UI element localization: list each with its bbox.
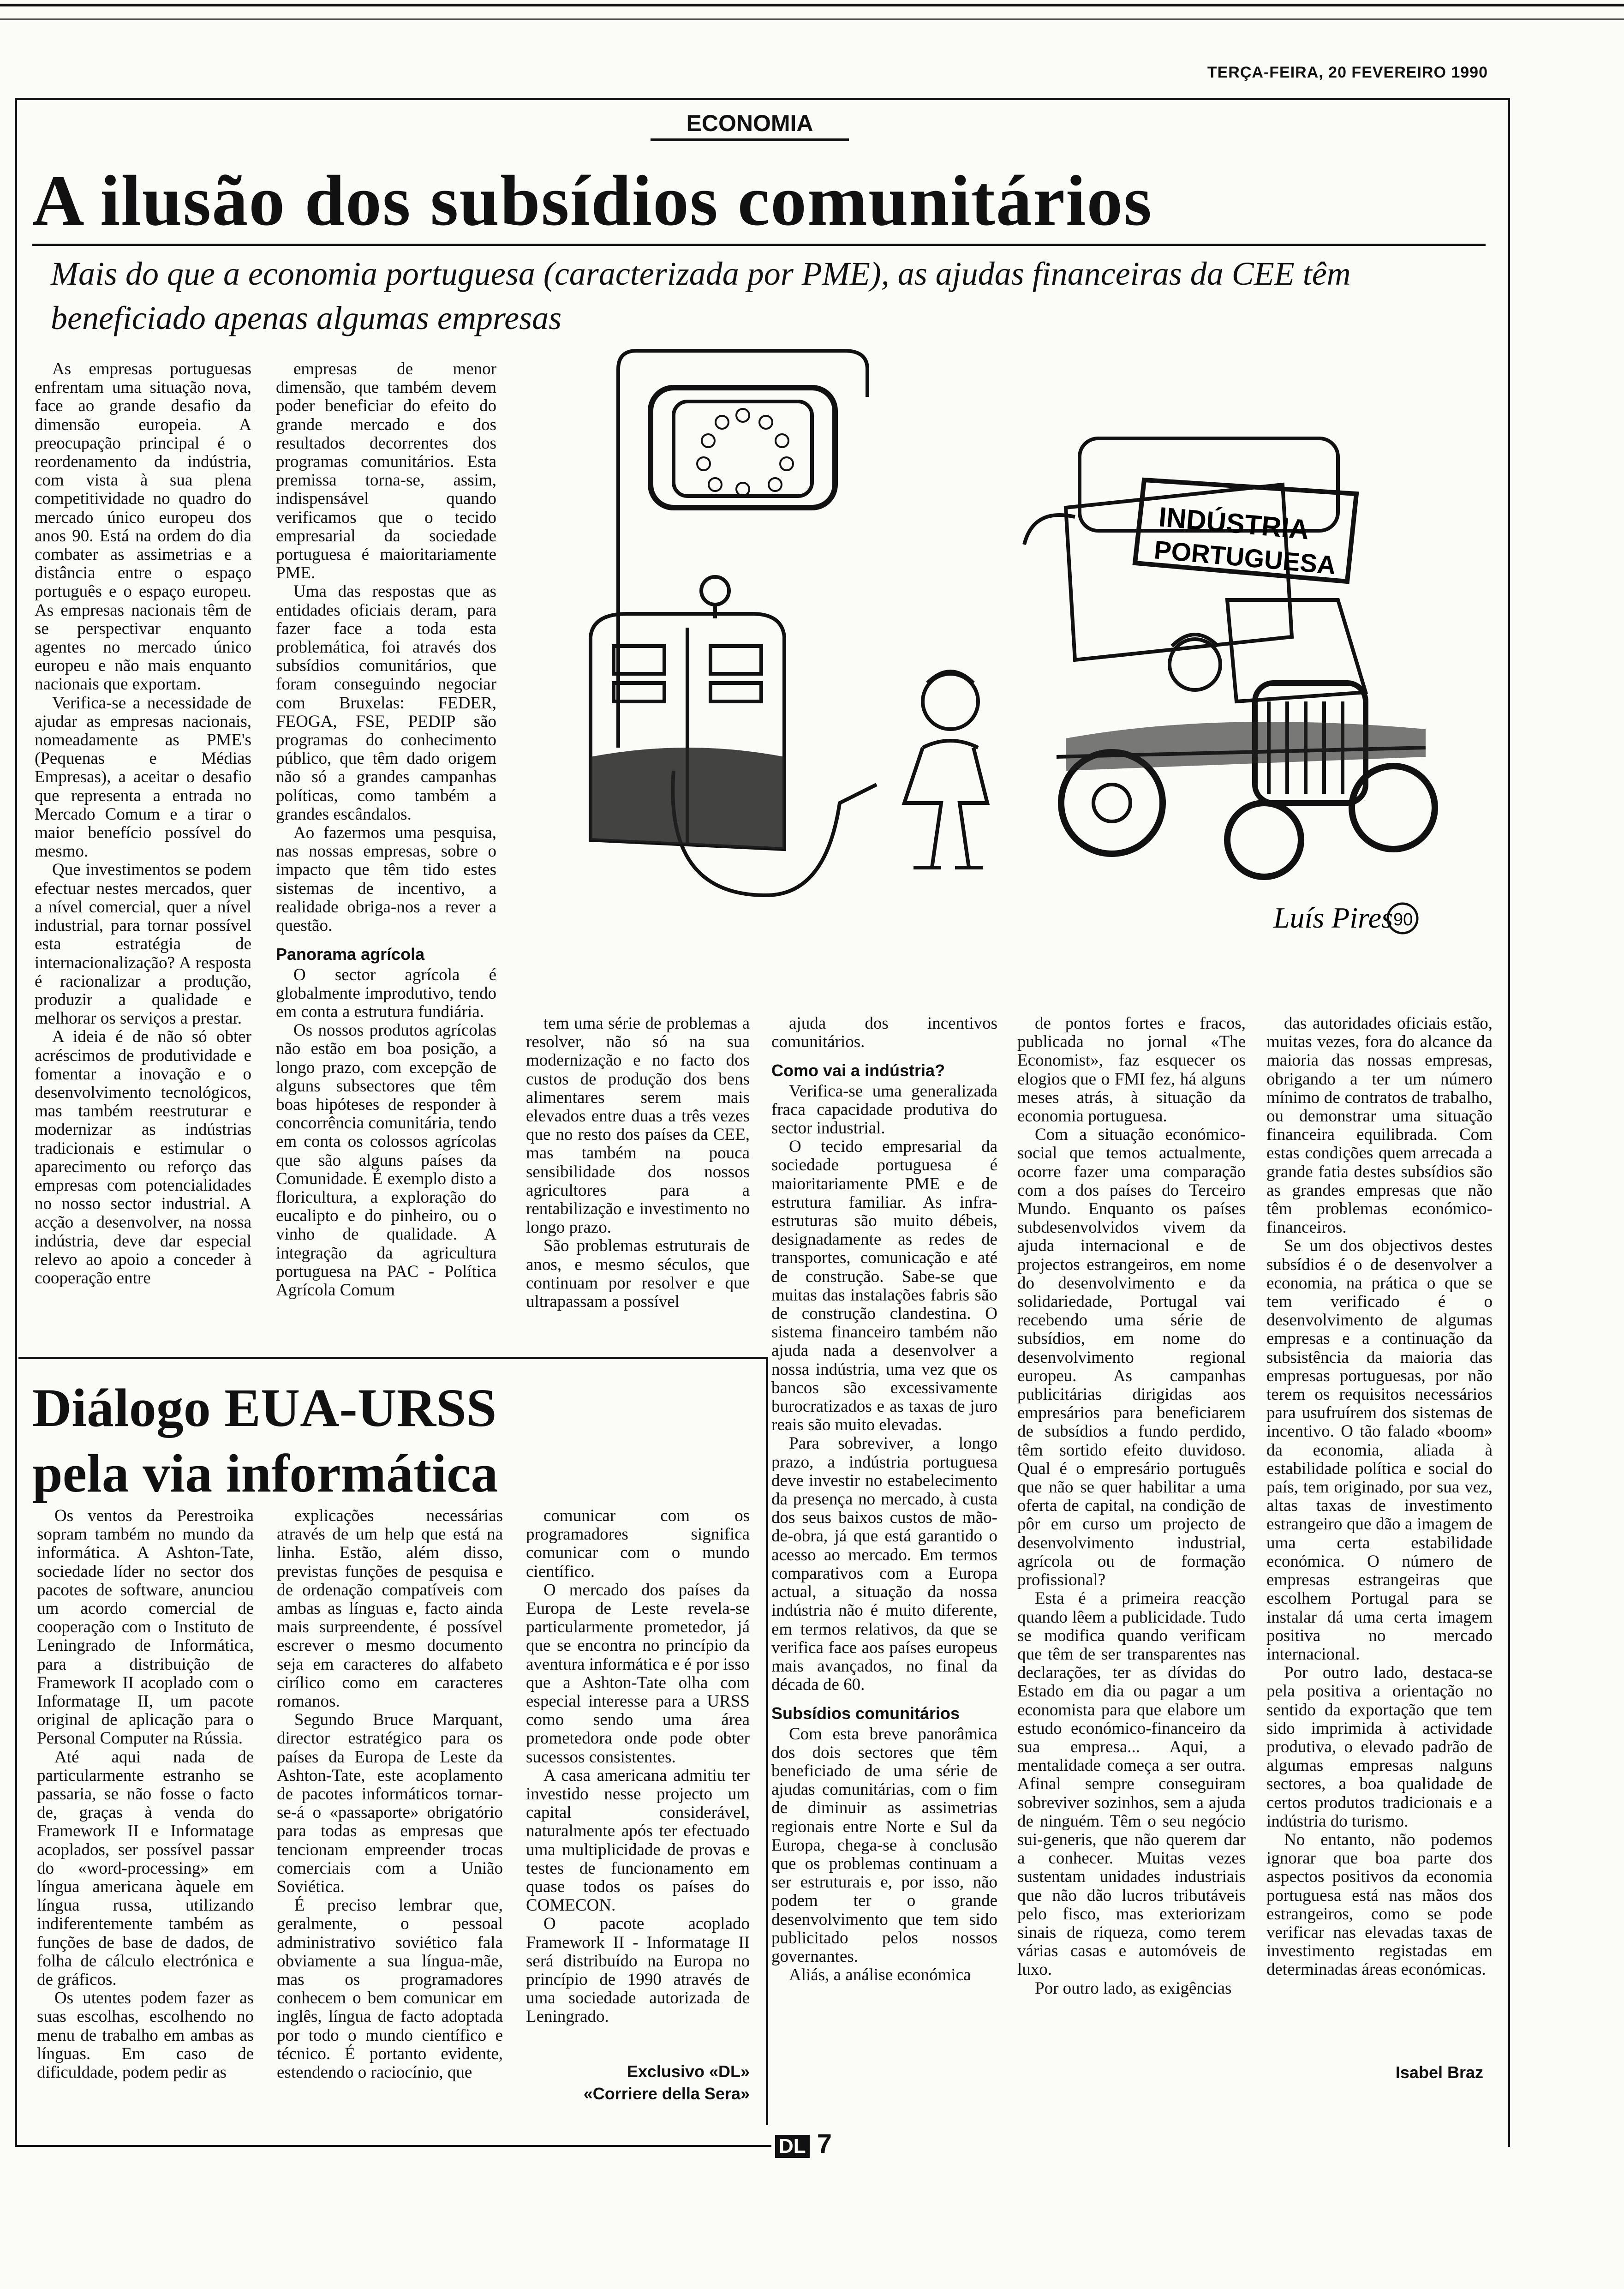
- subheading-panorama-agricola: Panorama agrícola: [276, 945, 425, 964]
- paragraph: A ideia é de não só obter acréscimos de produtividade e fomentar a inovação e o desenvolvimento tecnológicos, mas também reestruturar e modernizar as indústrias tradicionais e estimular o aparecimento ou reforço das empresas com potencialidades no nosso sector industrial. A acção a desenvolver, na nossa indústria, deve dar especial relevo ao apoio a conceder à cooperação entre: [35, 1027, 251, 1288]
- paragraph: O sector agrícola é globalmente improdutivo, tendo em conta a estrutura fundiária.: [276, 965, 496, 1021]
- article1-column-4: [771, 1014, 997, 2113]
- paragraph: Verifica-se a necessidade de ajudar as empresas nacionais, nomeadamente as PME's (Pequenas e Médias Empresas), a aceitar o desafio que representa a entrada no Mercado Comum e a tirar o maior benefício possível do mesmo.: [35, 693, 251, 861]
- paragraph: Os nossos produtos agrícolas não estão em boa posição, a longo prazo, com excepção de alguns subsectores que têm boas hipóteses de responder à concorrência comunitária, tendo em conta os colossos agrícolas que são alguns países da Comunidade. É exemplo disto a floricultura, a exploração do eucalipto e do pinheiro, ou o vinho de qualidade. A integração da agricultura portuguesa na PAC - Política Agrícola Comum: [276, 1021, 496, 1300]
- cartoon-signature: Luís Pires: [1273, 901, 1393, 934]
- paragraph: Esta é a primeira reacção quando lêem a publicidade. Tudo se modifica quando verificam que têm de ser transparentes nas declarações, ter as dívidas do Estado em dia ou pagar a um economista para que elabore um estudo económico-financeiro da sua empresa... Aqui, a mentalidade começa a ser outra. Afinal sempre conseguiram sobreviver sozinhos, sem a ajuda de ninguém. Têm o seu negócio sui-generis, que não querem dar a conhecer. Muitas vezes sustentam unidades industriais que não dão lucros tributáveis pelo fisco, mas exteriorizam sinais de riqueza, como terem várias casas e automóveis de luxo.: [1017, 1589, 1246, 1979]
- article2-credit: [526, 2061, 750, 2105]
- cartoon-illustration: [526, 342, 1476, 988]
- paragraph: Os utentes podem fazer as suas escolhas, escolhendo no menu de trabalho em ambas as línguas. Em caso de dificuldade, podem pedir as: [37, 1989, 254, 2082]
- headline-rule: [32, 244, 1486, 246]
- paragraph: O pacote acoplado Framework II - Informatage II será distribuído na Europa no princípio de 1990 através de uma sociedade autorizada de Leningrado.: [526, 1914, 750, 2026]
- article2-credit-line1: Exclusivo «DL»: [627, 2062, 750, 2081]
- paragraph: No entanto, não podemos ignorar que boa parte dos aspectos positivos da economia portuguesa está nas mãos dos estrangeiros, como se pode verificar nas elevadas taxas de investimento registadas em determinadas áreas económicas.: [1266, 1830, 1493, 1979]
- article1-column-2: [276, 360, 496, 1345]
- newspaper-logo: DL: [775, 2135, 810, 2158]
- article2-column-2: [277, 1507, 503, 2107]
- paragraph: Por outro lado, destaca-se pela positiva a orientação no sentido da exportação que tem sido imprimida à actividade produtiva, o elevado padrão de algumas empresas nalguns sectores, a boa qualidade de certos produtos tradicionais e a indústria do turismo.: [1266, 1663, 1493, 1831]
- article-headline: A ilusão dos subsídios comunitários: [32, 161, 1153, 240]
- paragraph: Os ventos da Perestroika sopram também no mundo da informática. A Ashton-Tate, sociedade líder no sector dos pacotes de software, anunciou um acordo comercial de cooperação com o Instituto de Leningrado de Informática, para a distribuição de Framework II acoplado com o Informatage II, um pacote original de aplicação para o Personal Computer na Rússia.: [37, 1507, 254, 1748]
- paragraph: São problemas estruturais de anos, e mesmo séculos, que continuam por resolver e que ultrapassam a possível: [526, 1236, 750, 1312]
- frame-left: [15, 98, 17, 2147]
- paragraph: As empresas portuguesas enfrentam uma situação nova, face ao grande desafio da dimensão europeia. A preocupação principal é o reordenamento da indústria, com vista à sua plena competitividade no quadro do mercado único europeu dos anos 90. Está na ordem do dia combater as assimetrias e a distância entre o espaço português e o espaço europeu. As empresas nacionais têm de se perspectivar enquanto agentes no mercado único europeu e não mais enquanto nacionais que exportam.: [35, 360, 251, 694]
- top-border-thin: [0, 18, 1624, 20]
- cartoon-signature-year: 90: [1393, 910, 1413, 929]
- article2-credit-line2: «Corriere della Sera»: [583, 2084, 750, 2103]
- article2-headline-line2: pela via informática: [32, 1443, 498, 1504]
- top-border: [0, 4, 1624, 6]
- article1-column-6: [1266, 1014, 1493, 2057]
- paragraph: de pontos fortes e fracos, publicada no jornal «The Economist», faz esquecer os elogios que o FMI fez, há alguns meses atrás, à situação da economia portuguesa.: [1017, 1014, 1246, 1126]
- paragraph: O tecido empresarial da sociedade portuguesa é maioritariamente PME e de estrutura familiar. As infra-estruturas são muito débeis, designadamente as redes de transportes, comunicação e até de construção. Sabe-se que muitas das instalações fabris são de construção clandestina. O sistema financeiro também não ajuda nada a desenvolver a nossa indústria, uma vez que os bancos são excessivamente burocratizados e as taxas de juro reais são muito elevadas.: [771, 1137, 997, 1435]
- page-number: 7: [817, 2129, 832, 2159]
- truck-sign-line1: INDÚSTRIA: [1157, 501, 1311, 545]
- article-standfirst: Mais do que a economia portuguesa (caracterizada por PME), as ajudas financeiras da CEE têm beneficiado apenas algumas empresas: [51, 255, 1351, 336]
- paragraph: A casa americana admitiu ter investido nesse projecto um capital considerável, naturalmente após ter efectuado uma multiplicidade de provas e testes de funcionamento em quase todos os países do COMECON.: [526, 1766, 750, 1915]
- paragraph: Até aqui nada de particularmente estranho se passaria, se não fosse o facto de, graças à venda do Framework II e Informatage acoplados, ser possível passar do «word-processing» em língua americana àquele em língua russa, utilizando indiferentemente também as funções de base de dados, de folha de cálculo electrónica e de gráficos.: [37, 1747, 254, 1989]
- cartoon-drawing: [526, 342, 1476, 988]
- author-byline: Isabel Braz: [1395, 2063, 1483, 2082]
- paragraph: Segundo Bruce Marquant, director estratégico para os países da Europa de Leste da Ashton-Tate, este acoplamento de pacotes informáticos tornar-se-á o «passaporte» obrigatório para todas as empresas que tencionam empreender trocas comerciais com a União Soviética.: [277, 1710, 503, 1897]
- paragraph: Aliás, a análise económica: [789, 1965, 971, 1985]
- article2-headline: [32, 1375, 498, 1506]
- frame-bottom-left: [15, 2145, 771, 2147]
- page-footer: [775, 2128, 832, 2159]
- paragraph: empresas de menor dimensão, que também devem poder beneficiar do efeito do grande mercado e dos resultados decorrentes dos programas comunitários. Esta premissa torna-se, assim, indispensável quando verificamos que o tecido empresarial da sociedade portuguesa é maioritariamente PME.: [276, 360, 496, 583]
- paragraph: comunicar com os programadores significa comunicar com o mundo científico.: [526, 1507, 750, 1581]
- article1-column-1: [35, 360, 251, 1343]
- paragraph: explicações necessárias através de um help que está na linha. Estão, além disso, previstas funções de pesquisa e de ordenação compatíveis com ambas as línguas e, facto ainda mais surpreendente, é possível escrever o mesmo documento seja em caracteres do alfabeto cirílico como em caracteres romanos.: [277, 1507, 503, 1711]
- article2-column-3: [526, 1507, 750, 2042]
- paragraph: Com esta breve panorâmica dos dois sectores que têm beneficiado de uma série de ajudas comunitárias, com o fim de diminuir as assimetrias regionais entre Norte e Sul da Europa, chega-se à conclusão que os problemas continuam a ser estruturais e, por isso, não podem ter o grande desenvolvimento que tem sido publicitado pelos nossos governantes.: [771, 1724, 997, 1966]
- paragraph: Se um dos objectivos destes subsídios é o de desenvolver a economia, na prática o que se tem verificado é o desenvolvimento de algumas empresas e a continuação da subsistência da maioria das empresas portuguesas, por não terem os requisitos necessários para usufruírem dos sistemas de incentivo. O tão falado «boom» da economia, aliada à estabilidade política e social do país, tem originado, por sua vez, altas taxas de investimento estrangeiro que dão a imagem de uma certa estabilidade económica. O número de empresas estrangeiras que escolhem Portugal para se instalar dá uma certa imagem positiva no mercado internacional.: [1266, 1236, 1493, 1664]
- article1-column-3: [526, 1014, 750, 1356]
- paragraph: Por outro lado, as exigências: [1035, 1978, 1232, 1998]
- paragraph: Para sobreviver, a longo prazo, a indústria portuguesa deve investir no estabelecimento da presença no mercado, à custa dos seus baixos custos de mão-de-obra, já que está garantido o acesso ao mercado. Em termos comparativos com a Europa actual, a situação da nossa indústria não é muito diferente, em termos relativos, da que se verifica face aos países europeus mais avançados, no final da década de 60.: [771, 1434, 997, 1695]
- paragraph: Ao fazermos uma pesquisa, nas nossas empresas, sobre o impacto que têm tido estes sistemas de incentivo, a realidade obriga-nos a rever a questão.: [276, 823, 496, 935]
- truck-sign-line2: PORTUGUESA: [1152, 535, 1337, 580]
- paragraph: O mercado dos países da Europa de Leste revela-se particularmente prometedor, já que se encontra no princípio da aventura informática e é por isso que a Ashton-Tate olha com especial interesse para a URSS como sendo uma área prometedora onde pode obter sucessos consistentes.: [526, 1580, 750, 1767]
- section-label: ECONOMIA: [686, 110, 813, 136]
- paragraph: Que investimentos se podem efectuar nestes mercados, quer a nível comercial, quer a nível industrial, para tornar possível esta estratégia de internacionalização? A resposta é racionalizar a produção, produzir a qualidade e melhorar os serviços a prestar.: [35, 860, 251, 1028]
- paragraph: ajuda dos incentivos comunitários.: [771, 1014, 997, 1052]
- paragraph: Uma das respostas que as entidades oficiais deram, para fazer face a toda esta problemática, foi através dos subsídios comunitários, que foram conseguindo negociar com Bruxelas: FEDER, FEOGA, FSE, PEDIP são programas do conhecimento público, que têm dado origem não só a grandes campanhas políticas, como também a grandes escândalos.: [276, 582, 496, 824]
- frame-right: [1508, 98, 1510, 2147]
- paragraph: Com a situação económico-social que temos actualmente, ocorre fazer uma comparação com a dos países do Terceiro Mundo. Enquanto os países subdesenvolvidos vivem da ajuda internacional e de projectos estrangeiros, em nome do desenvolvimento e da solidariedade, Portugal vai recebendo uma série de subsídios, em nome do desenvolvimento regional europeu. As campanhas publicitárias dirigidas aos empresários para beneficiarem de subsídios a fundo perdido, têm sortido efeito duvidoso. Qual é o empresário português que não se quer habilitar a uma oferta de capital, na condição de pôr em curso um projecto de desenvolvimento industrial, agrícola ou de formação profissional?: [1017, 1125, 1246, 1590]
- paragraph: das autoridades oficiais estão, muitas vezes, fora do alcance da maioria das nossas empresas, obrigando a ter um número mínimo de contratos de trabalho, ou demonstrar uma situação financeira equilibrada. Com estas condições quem arrecada a grande fatia destes subsídios são as grandes empresas que não têm problemas económico-financeiros.: [1266, 1014, 1493, 1237]
- article1-column-5: [1017, 1014, 1246, 2113]
- paragraph: tem uma série de problemas a resolver, não só na sua modernização e no facto dos custos de produção dos bens alimentares serem mais elevados entre duas a três vezes que no resto dos países da CEE, mas também na pouca sensibilidade dos nossos agricultores para a rentabilização e investimento no longo prazo.: [526, 1014, 750, 1237]
- frame-top: [15, 98, 1510, 100]
- subheading-subsidios-comunitarios: Subsídios comunitários: [771, 1704, 960, 1723]
- subheading-como-vai-a-industria: Como vai a indústria?: [771, 1061, 945, 1080]
- paragraph: Verifica-se uma generalizada fraca capacidade produtiva do sector industrial.: [771, 1081, 997, 1138]
- paragraph: É preciso lembrar que, geralmente, o pessoal administrativo soviético fala obviamente a sua língua-mãe, mas os programadores conhecem o bem comunicar em inglês, língua de facto adoptada por todo o mundo científico e técnico. É portanto evidente, estendendo o raciocínio, que: [277, 1896, 503, 2082]
- dateline: TERÇA-FEIRA, 20 FEVEREIRO 1990: [1207, 64, 1488, 81]
- article2-column-1: [37, 1507, 254, 2107]
- section-underline: [651, 138, 849, 141]
- article2-headline-line1: Diálogo EUA-URSS: [32, 1378, 497, 1438]
